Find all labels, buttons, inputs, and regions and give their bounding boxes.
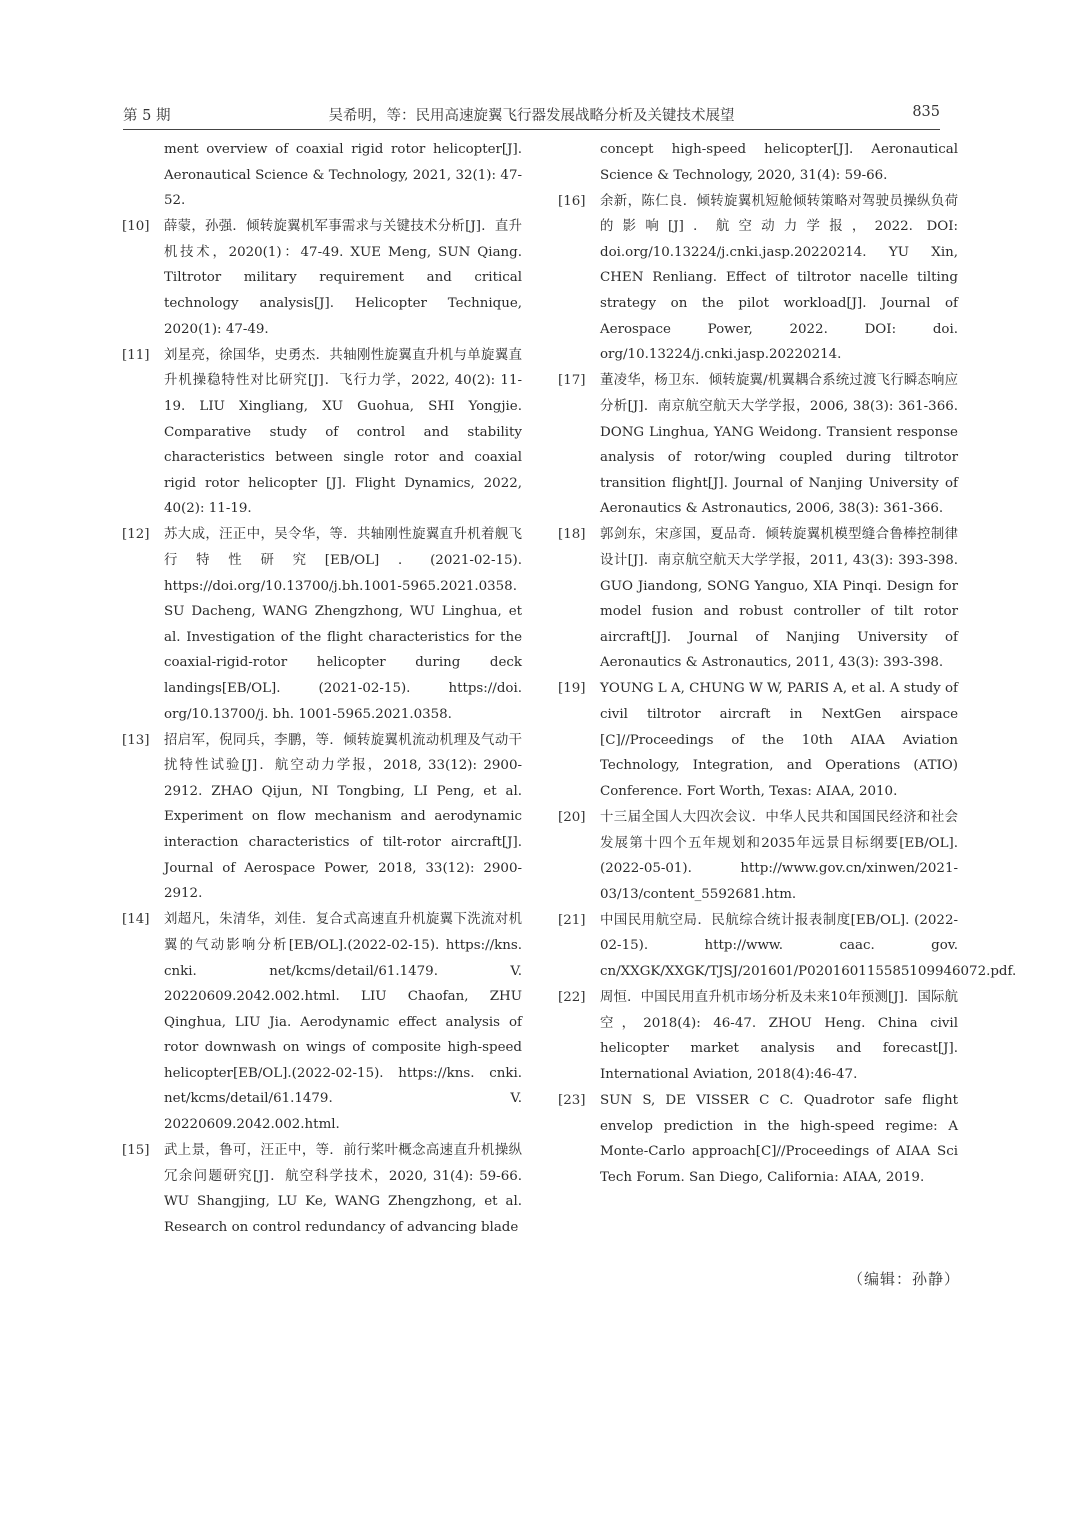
reference-number: [22] [558,990,586,1006]
reference-item [558,676,958,804]
reference-text: 薛蒙，孙强．倾转旋翼机军事需求与关键技术分析[J]．直升机技术，2020(1)：47-49. XUE Meng, SUN Qiang. Tiltrotor military requirement and critical technology analysis[J]. Helicopter Technique, 2020(1): 47-49. [164,219,522,337]
reference-number: [13] [122,732,150,748]
running-header [123,102,940,126]
reference-text: 武上景，鲁可，汪正中，等．前行桨叶概念高速直升机操纵冗余问题研究[J]．航空科学技术，2020, 31(4): 59-66. WU Shangjing, LU Ke, WANG Zhengzhong, et al. Research on control redundancy of advancing blade [164,1143,522,1235]
header-rule [123,129,940,130]
reference-item [558,908,1017,985]
reference-text: 苏大成，汪正中，吴令华，等．共轴刚性旋翼直升机着舰飞行特性研究[EB/OL]．(2021-02-15). https://doi.org/10.13700/j.bh.1001-5965.2021.0358. SU Dacheng, WANG Zhengzhong, WU Linghua, et al. Investigation of the flight characteristics for the coaxial-rigid-rotor helicopter during deck landings[EB/OL]. (2021-02-15). https://doi. org/10.13700/j. bh. 1001-5965.2021.0358. [164,527,522,722]
reference-item [122,343,522,522]
reference-text: 招启军，倪同兵，李鹏，等．倾转旋翼机流动机理及气动干扰特性试验[J]．航空动力学报，2018, 33(12): 2900-2912. ZHAO Qijun, NI Tongbing, LI Peng, et al. Experiment on flow mechanism and aerodynamic interaction characteristics of tilt-rotor aircraft[J]. Journal of Aerospace Power, 2018, 33(12): 2900-2912. [164,732,522,902]
reference-item [558,137,958,188]
reference-number: [19] [558,681,586,697]
reference-text: 刘星亮，徐国华，史勇杰．共轴刚性旋翼直升机与单旋翼直升机操稳特性对比研究[J]．飞行力学，2022, 40(2): 11-19. LIU Xingliang, XU Guohua, SHI Yongjie. Comparative study of control and stability characteristics between single rotor and coaxial rigid rotor helicopter [J]. Flight Dynamics, 2022, 40(2): 11-19. [164,347,522,517]
reference-item [558,1088,958,1190]
reference-number: [11] [122,347,150,363]
page-number: 835 [912,104,940,120]
reference-number: [15] [122,1143,150,1159]
reference-text: 刘超凡，朱清华，刘佳．复合式高速直升机旋翼下洗流对机翼的气动影响分析[EB/OL].(2022-02-15). https://kns. cnki. net/kcms/detail/61.1479. V. 20220609.2042.002.html. LIU Chaofan, ZHU Qinghua, LIU Jia. Aerodynamic effect analysis of rotor downwash on wings of composite high-speed helicopter[EB/OL].(2022-02-15). https://kns. cnki. net/kcms/detail/61.1479. V. 20220609.2042.002.html. [164,912,522,1133]
reference-item [558,805,958,907]
reference-text: 董凌华，杨卫东．倾转旋翼/机翼耦合系统过渡飞行瞬态响应分析[J]．南京航空航天大学学报，2006, 38(3): 361-366. DONG Linghua, YANG Weidong. Transient response analysis of rotor/wing coupled during tiltrotor transition flight[J]. Journal of Nanjing University of Aeronautics & Astronautics, 2006, 38(3): 361-366. [600,373,958,517]
reference-number: [10] [122,219,150,235]
reference-item [122,1138,522,1240]
left-column [122,137,522,1241]
reference-item [558,985,958,1087]
reference-item [122,137,522,214]
reference-number: [20] [558,809,586,825]
reference-item [558,368,958,522]
reference-number: [17] [558,373,586,389]
reference-text: 余新，陈仁良．倾转旋翼机短舱倾转策略对驾驶员操纵负荷的影响[J]．航空动力学报，2022. DOI: doi.org/10.13224/j.cnki.jasp.20220214. YU Xin, CHEN Renliang. Effect of tiltrotor nacelle tilting strategy on the pilot workload[J]. Journal of Aerospace Power, 2022. DOI: doi. org/10.13224/j.cnki.jasp.20220214. [600,193,958,363]
editor-note: （编辑：孙静） [847,1270,960,1288]
reference-number: [16] [558,193,586,209]
reference-text: 中国民用航空局．民航综合统计报表制度[EB/OL]. (2022-02-15). http://www. caac. gov. cn/XXGK/XXGK/TJSJ/201601/P020160115585109946072.pdf. [600,912,1017,979]
reference-text: YOUNG L A, CHUNG W W, PARIS A, et al. A study of civil tiltrotor aircraft in NextGen airspace [C]//Proceedings of the 10th AIAA Aviation Technology, Integration, and Operations (ATIO) Conference. Fort Worth, Texas: AIAA, 2010. [600,681,958,799]
reference-item [558,189,958,368]
reference-item [122,728,522,907]
reference-text: 十三届全国人大四次会议．中华人民共和国国民经济和社会发展第十四个五年规划和2035年远景目标纲要[EB/OL].(2022-05-01). http://www.gov.cn/xinwen/2021-03/13/content_5592681.htm. [600,809,958,902]
reference-item [122,214,522,342]
reference-text: concept high-speed helicopter[J]. Aeronautical Science & Technology, 2020, 31(4): 59-66. [600,142,958,183]
reference-item [122,522,522,727]
reference-text: SUN S, DE VISSER C C. Quadrotor safe flight envelop prediction in the high-speed regime: A Monte-Carlo approach[C]//Proceedings of AIAA Sci Tech Forum. San Diego, California: AIAA, 2019. [600,1092,958,1185]
reference-number: [23] [558,1092,586,1108]
reference-number: [21] [558,912,586,928]
issue-label: 第 5 期 [123,108,171,124]
reference-number: [14] [122,912,150,928]
reference-number: [12] [122,527,150,543]
reference-item [122,907,522,1137]
reference-text: 周恒．中国民用直升机市场分析及未来10年预测[J]．国际航空，2018(4): 46-47. ZHOU Heng. China civil helicopter market analysis and forecast[J]. International Aviation, 2018(4):46-47. [600,990,958,1082]
reference-item [558,522,958,676]
reference-text: ment overview of coaxial rigid rotor helicopter[J]. Aeronautical Science & Technology, 2021, 32(1): 47-52. [164,142,522,209]
running-title: 吴希明，等：民用高速旋翼飞行器发展战略分析及关键技术展望 [328,108,735,124]
right-column [558,137,1017,1191]
reference-number: [18] [558,527,586,543]
reference-text: 郭剑东，宋彦国，夏品奇．倾转旋翼机模型缝合鲁棒控制律设计[J]．南京航空航天大学学报，2011, 43(3): 393-398. GUO Jiandong, SONG Yanguo, XIA Pinqi. Design for model fusion and robust controller of tilt rotor aircraft[J]. Journal of Nanjing University of Aeronautics & Astronautics, 2011, 43(3): 393-398. [600,527,958,671]
